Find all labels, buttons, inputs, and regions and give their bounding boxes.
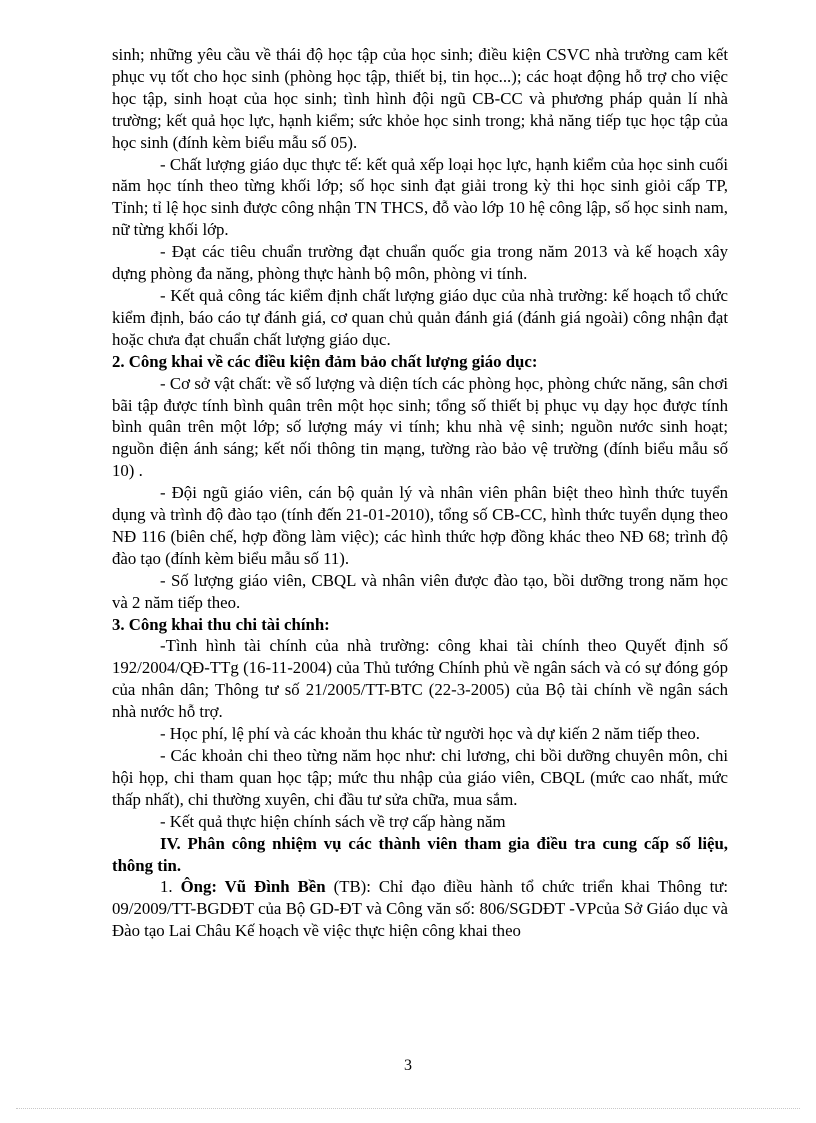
section-heading: 3. Công khai thu chi tài chính: bbox=[112, 614, 330, 634]
paragraph: sinh; những yêu cầu về thái độ học tập của học sinh; điều kiện CSVC nhà trường cam kết phục vụ tốt cho học sinh (phòng học tập, thiết bị, tin học...); các hoạt động hỗ trợ cho việc học tập, sinh hoạt của học sinh; tình hình đội ngũ CB-CC và phương pháp quản lí nhà trường; kết quả học lực, hạnh kiểm; sức khỏe học sinh trong; khả năng tiếp tục học tập của học sinh (đính kèm biểu mẫu số 05). bbox=[112, 45, 728, 152]
paragraph: - Học phí, lệ phí và các khoản thu khác từ người học và dự kiến 2 năm tiếp theo. bbox=[160, 724, 700, 744]
document-body bbox=[112, 44, 728, 942]
list-number: 1. bbox=[160, 877, 181, 897]
paragraph: - Số lượng giáo viên, CBQL và nhân viên được đào tạo, bồi dưỡng trong năm học và 2 năm tiếp theo. bbox=[112, 570, 728, 612]
paragraph: -Tình hình tài chính của nhà trường: công khai tài chính theo Quyết định số 192/2004/QĐ-TTg (16-11-2004) của Thủ tướng Chính phủ về ngân sách và có sự đóng góp của nhân dân; Thông tư số 21/2005/TT-BTC (22-3-2005) của Bộ tài chính về ngân sách nhà nước hỗ trợ. bbox=[112, 636, 728, 722]
person-name: Ông: Vũ Đình Bền bbox=[180, 877, 326, 897]
paragraph: - Đội ngũ giáo viên, cán bộ quản lý và nhân viên phân biệt theo hình thức tuyển dụng và trình độ đào tạo (tính đến 21-01-2010), tổng số CB-CC, hình thức tuyển dụng theo NĐ 116 (biên chế, hợp đồng làm việc); các hình thức hợp đồng khác theo NĐ 68; trình độ đào tạo (đính kèm biểu mẫu số 11). bbox=[112, 483, 728, 568]
paragraph bbox=[112, 876, 728, 942]
paragraph: - Cơ sở vật chất: về số lượng và diện tích các phòng học, phòng chức năng, sân chơi bãi tập được tính bình quân trên một học sinh; tổng số thiết bị phục vụ dạy học được tính bình quân trên một lớp; số lượng máy vi tính; khu nhà vệ sinh; nguồn nước sinh hoạt; nguồn điện ánh sáng; kết nối thông tin mạng, tường rào bảo vệ trường (đính biểu mẫu số 10) . bbox=[112, 373, 728, 481]
paragraph: - Chất lượng giáo dục thực tế: kết quả xếp loại học lực, hạnh kiểm của học sinh cuối năm học tính theo từng khối lớp; số học sinh đạt giải trong kỳ thi học sinh giỏi cấp TP, Tỉnh; tỉ lệ học sinh được công nhận TN THCS, đỗ vào lớp 10 hệ công lập, số học sinh nam, nữ từng khối lớp. bbox=[112, 154, 728, 240]
page-bottom-divider bbox=[16, 1108, 800, 1109]
section-heading: IV. Phân công nhiệm vụ các thành viên tham gia điều tra cung cấp số liệu, thông tin. bbox=[112, 833, 728, 875]
page-number: 3 bbox=[404, 1057, 412, 1074]
paragraph: - Kết quả thực hiện chính sách về trợ cấp hàng năm bbox=[160, 811, 506, 831]
paragraph: - Đạt các tiêu chuẩn trường đạt chuẩn quốc gia trong năm 2013 và kế hoạch xây dựng phòng đa năng, phòng thực hành bộ môn, phòng vi tính. bbox=[112, 242, 728, 284]
paragraph-text: (TB): Chỉ đạo điều hành tổ chức triển khai Thông tư: 09/2009/TT-BGDĐT của Bộ GD-ĐT và Công văn số: 806/SGDĐT -VPcủa Sở Giáo dục và Đào tạo Lai Châu Kế hoạch về việc thực hiện công khai theo bbox=[112, 877, 729, 941]
paragraph: - Kết quả công tác kiểm định chất lượng giáo dục của nhà trường: kế hoạch tổ chức kiểm định, báo cáo tự đánh giá, cơ quan chủ quản đánh giá (đánh giá ngoài) công nhận đạt hoặc chưa đạt chuẩn chất lượng giáo dục. bbox=[112, 285, 728, 349]
paragraph: - Các khoản chi theo từng năm học như: chi lương, chi bồi dưỡng chuyên môn, chi hội họp, chi tham quan học tập; mức thu nhập của giáo viên, CBQL (mức cao nhất, mức thấp nhất), chi thường xuyên, chi đầu tư sửa chữa, mua sắm. bbox=[112, 746, 728, 809]
section-heading: 2. Công khai về các điều kiện đảm bảo chất lượng giáo dục: bbox=[112, 351, 538, 371]
